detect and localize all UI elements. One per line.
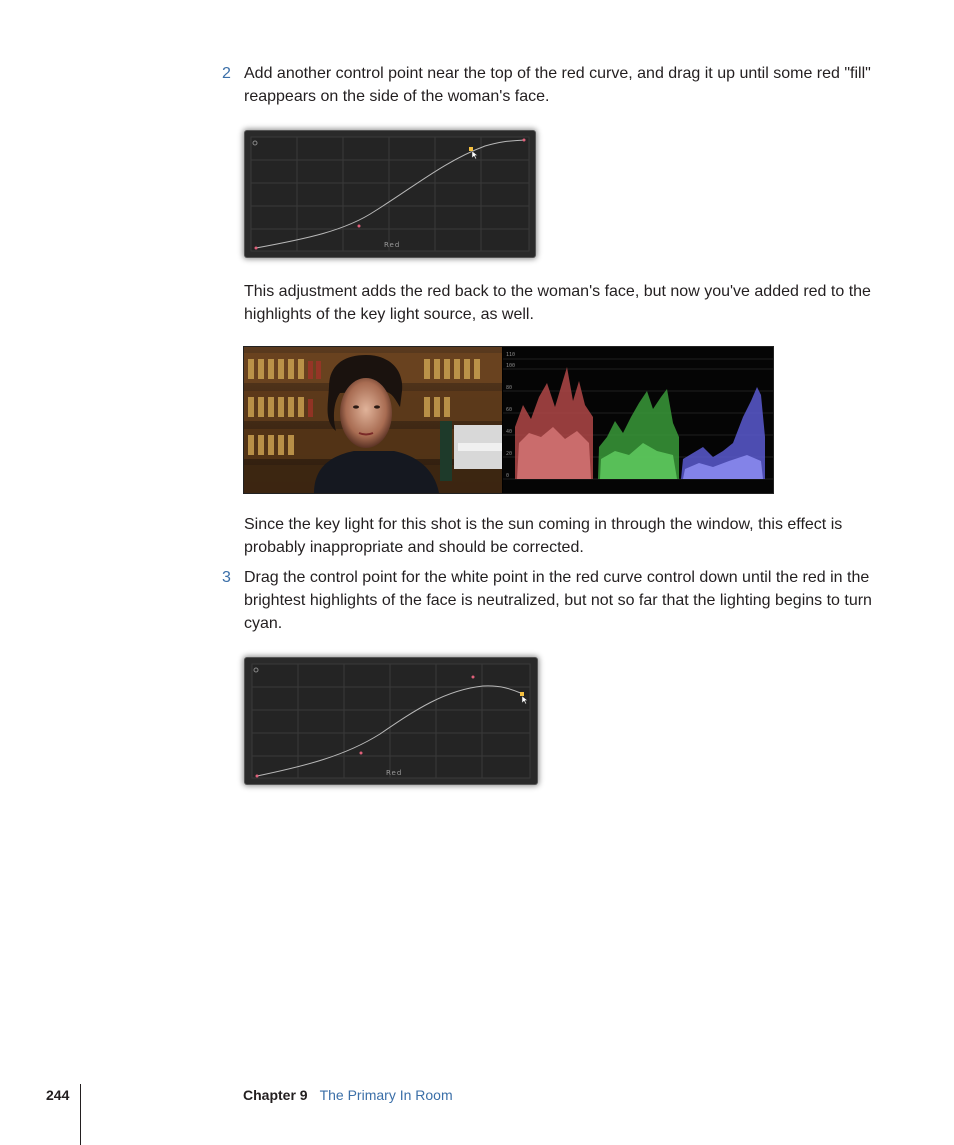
chapter-label: Chapter 9 <box>243 1087 308 1103</box>
control-point[interactable] <box>360 752 363 755</box>
white-point[interactable] <box>523 139 526 142</box>
scope-tick-label: 100 <box>506 363 516 369</box>
step-number: 3 <box>222 569 231 586</box>
frame-and-parade-image <box>244 347 773 493</box>
scope-tick-label: 80 <box>506 385 513 391</box>
scope-tick-label: 60 <box>506 407 513 413</box>
control-point[interactable] <box>358 225 361 228</box>
video-frame <box>244 347 502 493</box>
step-text: Drag the control point for the white point in the red curve control down until the red in the brightest highlights of the face is neutralized, but not so far that the lighting begins to turn cyan. <box>244 569 872 632</box>
curve-label: Red <box>384 241 401 249</box>
blue-channel-trace <box>681 387 765 479</box>
control-point[interactable] <box>472 676 475 679</box>
scope-tick-label: 20 <box>506 451 513 457</box>
rgb-parade-scope <box>503 347 773 493</box>
step-text: Add another control point near the top of the red curve, and drag it up until some red "fill" reappears on the side of the woman's face. <box>244 65 871 105</box>
scope-tick-label: 40 <box>506 429 513 435</box>
black-point[interactable] <box>255 247 258 250</box>
footer-divider <box>80 1084 81 1145</box>
curve-label: Red <box>386 769 403 777</box>
step-number: 2 <box>222 65 231 82</box>
curve-graph <box>245 658 537 784</box>
body-paragraph: Since the key light for this shot is the sun coming in through the window, this effect is probably inappropriate and should be corrected. <box>244 516 843 556</box>
selected-white-point[interactable] <box>520 692 524 696</box>
red-channel-trace <box>515 367 593 479</box>
curve-graph <box>245 131 535 257</box>
chapter-footer <box>243 1087 453 1103</box>
red-curve-panel-2[interactable] <box>245 658 537 784</box>
scope-tick-label: 110 <box>506 352 516 358</box>
page-number: 244 <box>46 1087 70 1103</box>
green-channel-trace <box>598 389 679 479</box>
scope-tick-label: 0 <box>506 473 510 479</box>
selected-control-point[interactable] <box>469 147 473 151</box>
chapter-title[interactable]: The Primary In Room <box>319 1087 453 1103</box>
body-paragraph: This adjustment adds the red back to the woman's face, but now you've added red to the highlights of the key light source, as well. <box>244 283 871 323</box>
red-curve-panel-1[interactable] <box>245 131 535 257</box>
black-point[interactable] <box>256 775 259 778</box>
